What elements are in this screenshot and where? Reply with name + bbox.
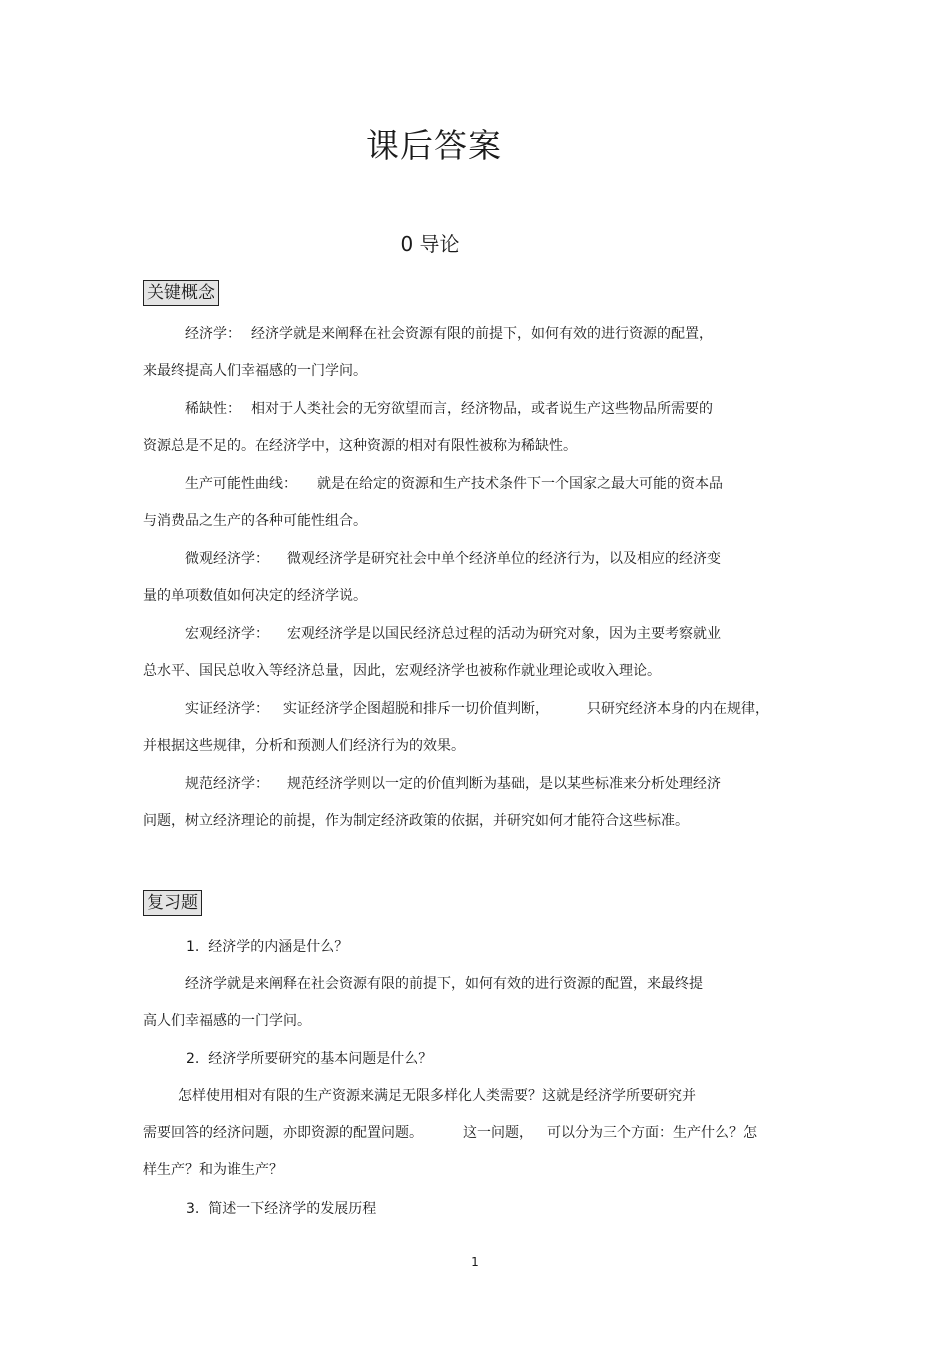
concept-term: 微观经济学： xyxy=(185,551,269,567)
chapter-title: 0 导论 xyxy=(400,232,460,256)
concept-scarcity-line1 xyxy=(185,400,713,418)
question-3: 3. 简述一下经济学的发展历程 xyxy=(186,1201,377,1217)
concept-term: 宏观经济学： xyxy=(185,626,269,642)
concept-definition: 就是在给定的资源和生产技术条件下一个国家之最大可能的资本品 xyxy=(317,476,723,492)
concept-scarcity-line2: 资源总是不足的。在经济学中，这种资源的相对有限性被称为稀缺性。 xyxy=(143,438,577,454)
review-heading: 复习题 xyxy=(143,890,202,916)
answer-1-line2: 高人们幸福感的一门学问。 xyxy=(143,1013,311,1029)
answer-2-part1: 需要回答的经济问题，亦即资源的配置问题。 xyxy=(143,1125,423,1141)
key-concepts-heading: 关键概念 xyxy=(143,280,219,306)
answer-2-line1: 怎样使用相对有限的生产资源来满足无限多样化人类需要？这就是经济学所要研究并 xyxy=(178,1088,696,1104)
concept-term: 稀缺性： xyxy=(185,401,241,417)
concept-definition-part2: 只研究经济本身的内在规律， xyxy=(587,701,769,717)
concept-macro-line1 xyxy=(185,625,721,643)
concept-ppf-line1 xyxy=(185,475,723,493)
concept-ppf-line2: 与消费品之生产的各种可能性组合。 xyxy=(143,513,367,529)
concept-term: 实证经济学： xyxy=(185,701,269,717)
concept-definition: 微观经济学是研究社会中单个经济单位的经济行为，以及相应的经济变 xyxy=(287,551,721,567)
concept-positive-line1 xyxy=(185,700,769,718)
concept-term: 规范经济学： xyxy=(185,776,269,792)
question-2: 2. 经济学所要研究的基本问题是什么？ xyxy=(186,1051,433,1067)
concept-definition-part1: 实证经济学企图超脱和排斥一切价值判断， xyxy=(283,701,549,717)
answer-2-line2 xyxy=(143,1124,757,1142)
page-number: 1 xyxy=(471,1255,479,1269)
concept-normative-line2: 问题，树立经济理论的前提，作为制定经济政策的依据，并研究如何才能符合这些标准。 xyxy=(143,813,689,829)
answer-2-part3: 可以分为三个方面：生产什么？怎 xyxy=(547,1125,757,1141)
concept-normative-line1 xyxy=(185,775,721,793)
concept-micro-line2: 量的单项数值如何决定的经济学说。 xyxy=(143,588,367,604)
concept-definition: 经济学就是来阐释在社会资源有限的前提下，如何有效的进行资源的配置， xyxy=(251,326,713,342)
answer-2-part2: 这一问题， xyxy=(463,1125,533,1141)
question-1: 1. 经济学的内涵是什么？ xyxy=(186,939,349,955)
concept-economics-line2: 来最终提高人们幸福感的一门学问。 xyxy=(143,363,367,379)
page-title: 课后答案 xyxy=(366,126,502,165)
answer-2-line3: 样生产？和为谁生产？ xyxy=(143,1162,283,1178)
concept-positive-line2: 并根据这些规律，分析和预测人们经济行为的效果。 xyxy=(143,738,465,754)
concept-definition: 宏观经济学是以国民经济总过程的活动为研究对象，因为主要考察就业 xyxy=(287,626,721,642)
concept-micro-line1 xyxy=(185,550,721,568)
answer-1-line1: 经济学就是来阐释在社会资源有限的前提下，如何有效的进行资源的配置，来最终提 xyxy=(185,976,703,992)
concept-definition: 规范经济学则以一定的价值判断为基础，是以某些标准来分析处理经济 xyxy=(287,776,721,792)
concept-macro-line2: 总水平、国民总收入等经济总量，因此，宏观经济学也被称作就业理论或收入理论。 xyxy=(143,663,661,679)
concept-term: 生产可能性曲线： xyxy=(185,476,297,492)
concept-economics-line1 xyxy=(185,325,713,343)
concept-term: 经济学： xyxy=(185,326,241,342)
concept-definition: 相对于人类社会的无穷欲望而言，经济物品，或者说生产这些物品所需要的 xyxy=(251,401,713,417)
